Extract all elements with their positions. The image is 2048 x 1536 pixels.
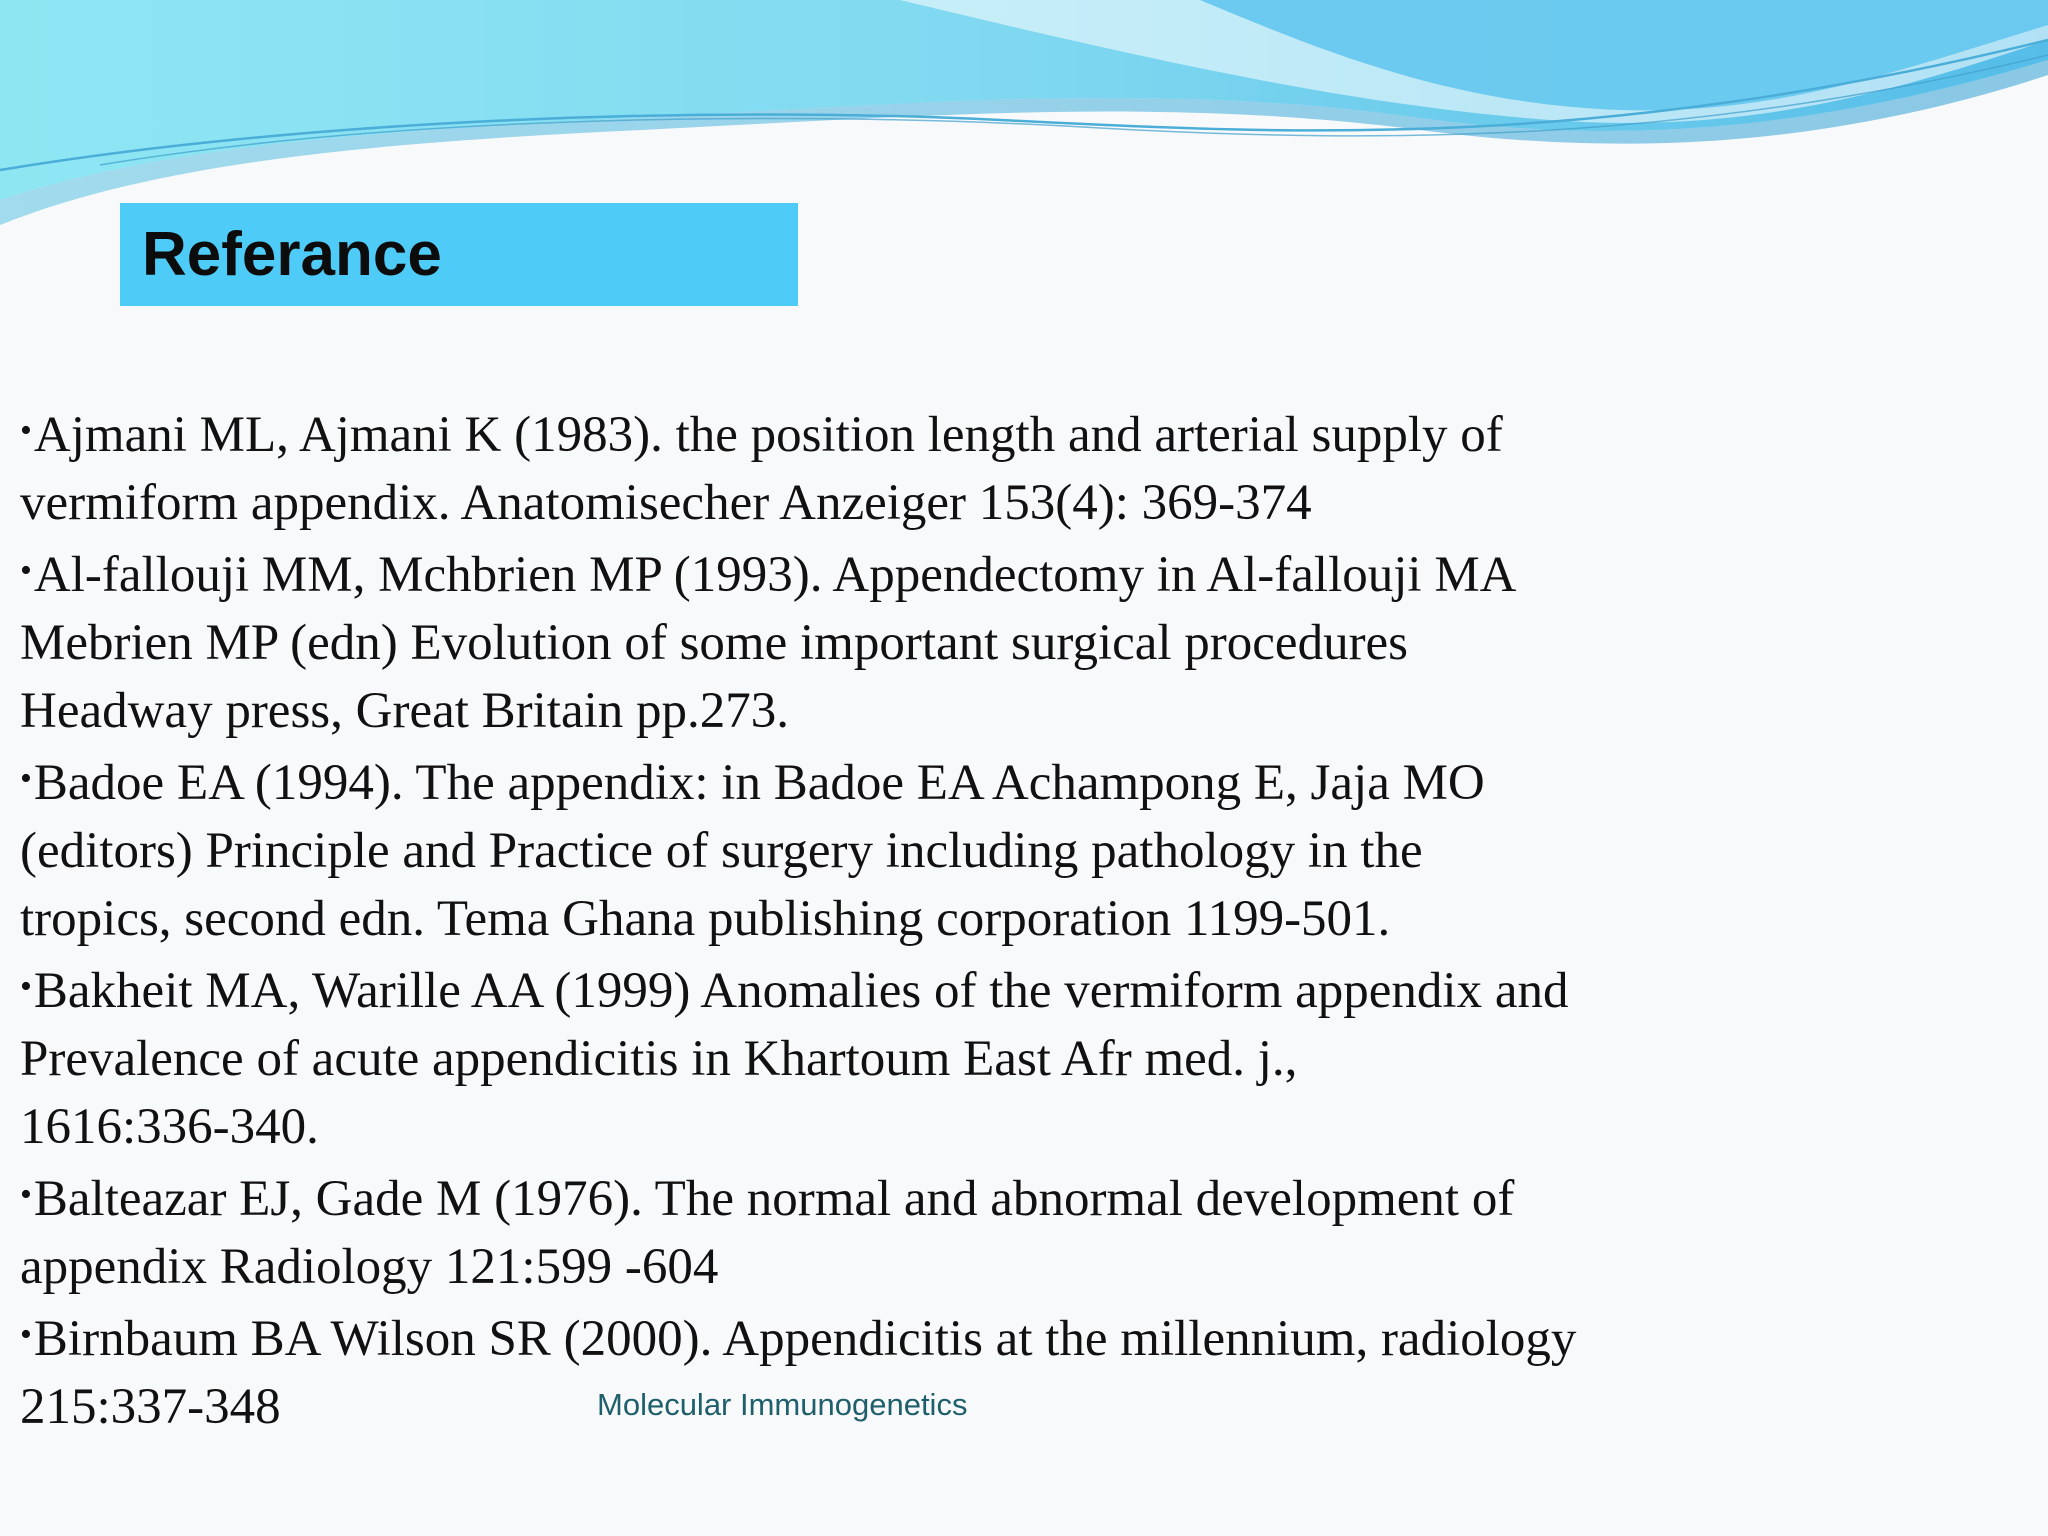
- bullet-icon: •: [20, 552, 32, 589]
- bullet-icon: •: [20, 412, 32, 449]
- reference-line: [20, 397, 1840, 469]
- bullet-icon: •: [20, 760, 32, 797]
- reference-text: Al-fallouji MM, Mchbrien MP (1993). Appendectomy in Al-fallouji MA: [33, 547, 1517, 603]
- reference-line: [20, 537, 1840, 609]
- reference-line: [20, 953, 1840, 1025]
- bullet-icon: •: [20, 1316, 32, 1353]
- reference-list: [20, 397, 1840, 1441]
- reference-line: [20, 609, 1840, 677]
- reference-text: 215:337-348: [20, 1379, 281, 1435]
- reference-item: [20, 953, 1840, 1161]
- reference-text: Birnbaum BA Wilson SR (2000). Appendicitis at the millennium, radiology: [33, 1311, 1577, 1367]
- reference-text: (editors) Principle and Practice of surgery including pathology in the: [20, 823, 1423, 879]
- reference-text: Balteazar EJ, Gade M (1976). The normal and abnormal development of: [33, 1171, 1515, 1227]
- reference-line: [20, 1233, 1840, 1301]
- bullet-icon: •: [20, 968, 32, 1005]
- reference-line: [20, 677, 1840, 745]
- reference-text: Badoe EA (1994). The appendix: in Badoe EA Achampong E, Jaja MO: [33, 755, 1485, 811]
- reference-line: [20, 885, 1840, 953]
- reference-item: [20, 397, 1840, 537]
- reference-text: appendix Radiology 121:599 -604: [20, 1239, 719, 1295]
- reference-line: [20, 1161, 1840, 1233]
- reference-line: [20, 1093, 1840, 1161]
- reference-text: Headway press, Great Britain pp.273.: [20, 683, 790, 739]
- reference-line: [20, 1025, 1840, 1093]
- title-box: [120, 203, 798, 306]
- reference-text: vermiform appendix. Anatomisecher Anzeiger 153(4): 369-374: [20, 475, 1312, 531]
- reference-text: Ajmani ML, Ajmani K (1983). the position length and arterial supply of: [33, 407, 1503, 463]
- reference-line: [20, 1301, 1840, 1373]
- reference-text: tropics, second edn. Tema Ghana publishing corporation 1199-501.: [20, 891, 1391, 947]
- reference-text: Prevalence of acute appendicitis in Khartoum East Afr med. j.,: [20, 1031, 1298, 1087]
- reference-text: Mebrien MP (edn) Evolution of some important surgical procedures: [20, 615, 1409, 671]
- reference-item: [20, 1161, 1840, 1301]
- reference-text: 1616:336-340.: [20, 1099, 319, 1155]
- slide-title: Referance: [142, 220, 442, 289]
- reference-line: [20, 745, 1840, 817]
- reference-line: [20, 469, 1840, 537]
- reference-line: [20, 817, 1840, 885]
- reference-text: Bakheit MA, Warille AA (1999) Anomalies of the vermiform appendix and: [33, 963, 1569, 1019]
- bullet-icon: •: [20, 1176, 32, 1213]
- footer-text: Molecular Immunogenetics: [597, 1387, 968, 1422]
- reference-item: [20, 745, 1840, 953]
- reference-item: [20, 537, 1840, 745]
